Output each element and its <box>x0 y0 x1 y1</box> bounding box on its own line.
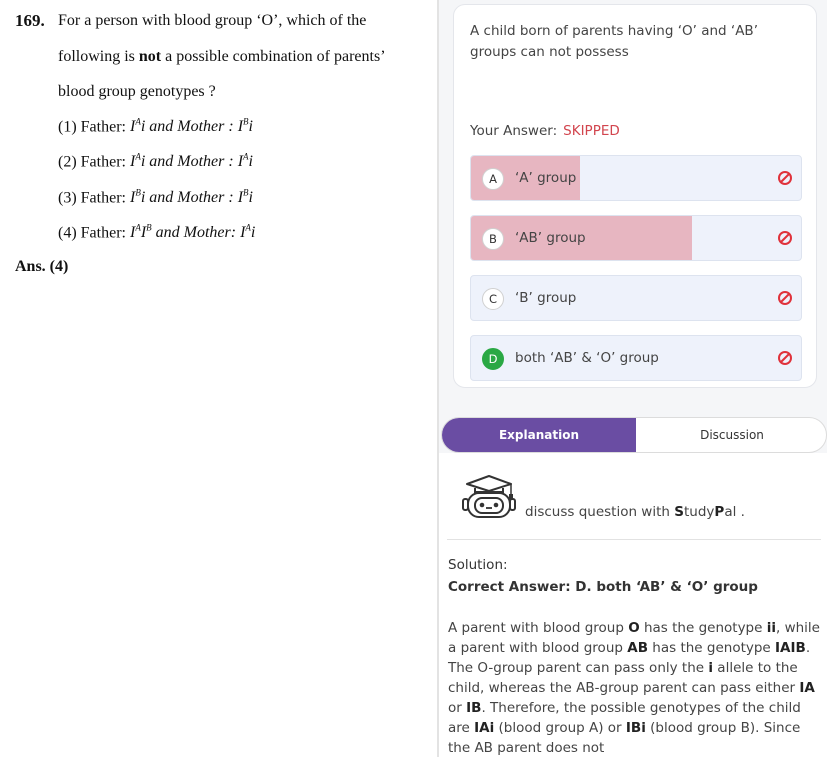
content-divider <box>447 539 821 540</box>
option-c-text: ‘B’ group <box>515 290 577 306</box>
option-b-letter: B <box>482 228 504 250</box>
option-c[interactable] <box>470 275 802 321</box>
option-b-text: ‘AB’ group <box>515 230 586 246</box>
ban-icon <box>777 350 793 366</box>
option-a[interactable] <box>470 155 802 201</box>
question-option-4: (4) Father: $I^AI^B$ and Mother: $I^Ai$ <box>58 223 256 242</box>
your-answer: Your Answer: SKIPPED <box>470 123 620 139</box>
question-option-3: (3) Father: $I^Bi$ and Mother : $I^Bi$ <box>58 188 253 207</box>
explanation-content <box>439 453 827 757</box>
tab-explanation[interactable]: Explanation <box>442 418 636 452</box>
option-d-text: both ‘AB’ & ‘O’ group <box>515 350 659 366</box>
question-option-1: (1) Father: $I^Ai$ and Mother : $I^Bi$ <box>58 117 253 136</box>
answer-label: Ans. (4) <box>15 258 69 275</box>
solution-label: Solution: <box>448 557 508 573</box>
option-c-letter: C <box>482 288 504 310</box>
option-d[interactable] <box>470 335 802 381</box>
ban-icon <box>777 230 793 246</box>
question-line-2: following is not a possible combination of parents’ <box>58 48 386 65</box>
question-number: 169. <box>15 11 45 30</box>
studypal-robot-icon[interactable] <box>461 473 517 521</box>
option-b[interactable] <box>470 215 802 261</box>
quiz-question-text: A child born of parents having ‘O’ and ‘AB’ groups can not possess <box>470 23 758 60</box>
skipped-status: SKIPPED <box>563 123 620 139</box>
quiz-card <box>453 4 817 388</box>
studypal-link[interactable]: discuss question with StudyPal . <box>525 504 745 520</box>
ban-icon <box>777 290 793 306</box>
option-a-text: ‘A’ group <box>515 170 577 186</box>
question-option-2: (2) Father: $I^Ai$ and Mother : $I^Ai$ <box>58 152 253 171</box>
question-line-3: blood group genotypes ? <box>58 83 216 100</box>
option-d-letter: D <box>482 348 504 370</box>
tab-discussion[interactable]: Discussion <box>700 428 764 442</box>
quiz-panel <box>439 0 827 757</box>
question-line-1: For a person with blood group ‘O’, which of the <box>58 12 367 29</box>
solution-paragraph: A parent with blood group O has the genotype ii, while a parent with blood group AB has the genotype IAIB. The O-group parent can pass only the i allele to the child, whereas the AB-group parent can pass either IA or IB. Therefore, the possible genotypes of the child are IAi (blood group A) or IBi (blood group B). Since the AB parent does not <box>448 620 820 756</box>
correct-answer: Correct Answer: D. both ‘AB’ & ‘O’ group <box>448 579 758 595</box>
option-a-letter: A <box>482 168 504 190</box>
tab-bar <box>441 417 827 453</box>
ban-icon <box>777 170 793 186</box>
emphasis-not: not <box>138 48 162 65</box>
